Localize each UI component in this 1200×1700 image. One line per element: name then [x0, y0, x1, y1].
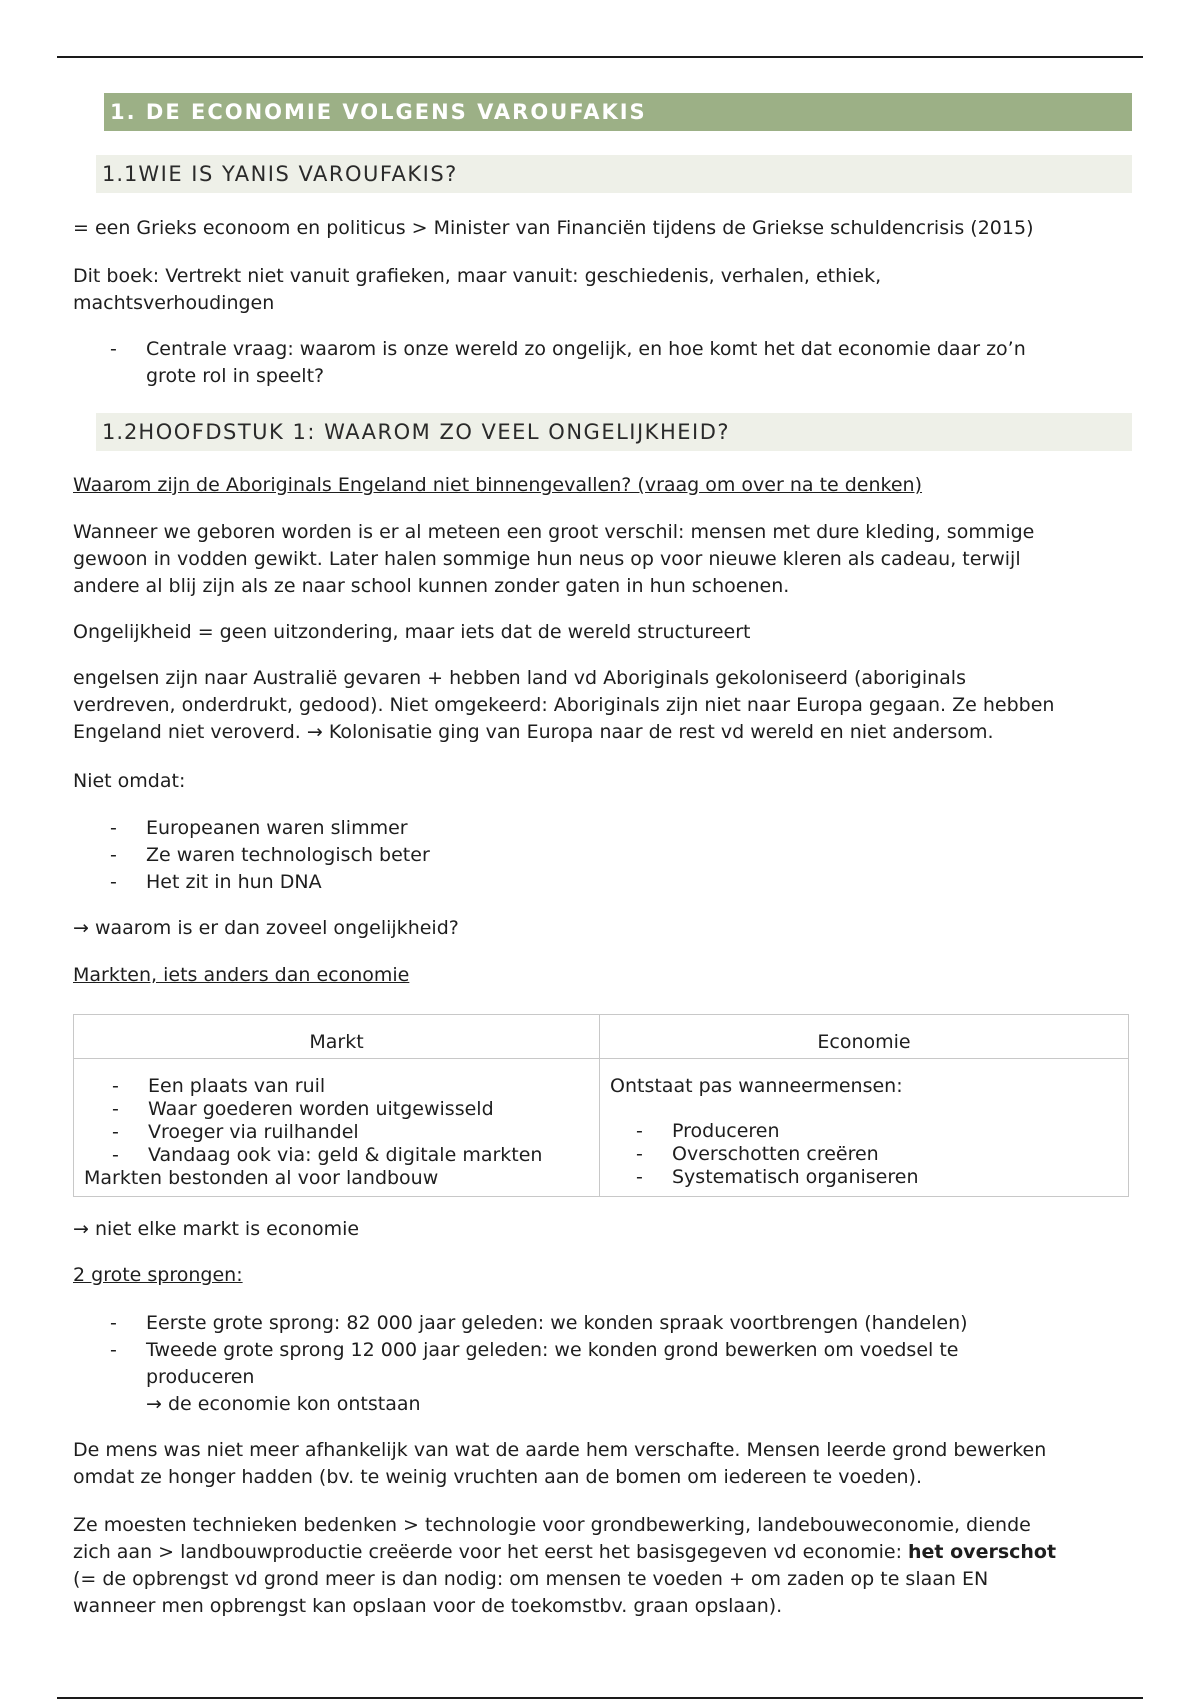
question-line: grote rol in speelt? [146, 365, 325, 387]
paragraph-surplus [73, 1512, 1133, 1620]
header-rule [57, 56, 1143, 58]
section-heading-1-2 [96, 413, 1132, 451]
markt-list [74, 1075, 599, 1167]
list-item: - Een plaats van ruil [74, 1075, 599, 1098]
subheading-aboriginals: Waarom zijn de Aboriginals Engeland niet binnengevallen? (vraag om over na te denken) [73, 474, 923, 496]
economie-list [600, 1120, 1128, 1189]
text-line: Ze moesten technieken bedenken > technologie voor grondbewerking, landebouweconomie, diende [73, 1514, 1031, 1536]
text-line: Wanneer we geboren worden is er al meteen een groot verschil: mensen met dure kleding, sommige [73, 521, 1035, 543]
economie-cell [600, 1059, 1129, 1197]
question-line: Centrale vraag: waarom is onze wereld zo ongelijk, en hoe komt het dat economie daar zo’n [146, 338, 1026, 360]
list-item: - Het zit in hun DNA [110, 869, 1120, 896]
section-title: HOOFDSTUK 1: WAAROM ZO VEEL ONGELIJKHEID? [138, 420, 731, 444]
why-inequality-line: → waarom is er dan zoveel ongelijkheid? [73, 917, 459, 939]
list-item: - Vandaag ook via: geld & digitale markten [74, 1144, 599, 1167]
paragraph-inequality: Ongelijkheid = geen uitzondering, maar iets dat de wereld structureert [73, 621, 751, 643]
text-line: produceren [146, 1366, 255, 1388]
text-line: verdreven, onderdrukt, gedood). Niet omgekeerd: Aboriginals zijn niet naar Europa gegaan. Ze hebben [73, 694, 1055, 716]
text-line: gewoon in vodden gewikt. Later halen sommige hun neus op voor nieuwe kleren als cadeau, terwijl [73, 548, 1021, 570]
column-header-economie: Economie [600, 1015, 1129, 1059]
text-line: wanneer men opbrengst kan opslaan voor de toekomstbv. graan opslaan). [73, 1595, 783, 1617]
not-because-label: Niet omdat: [73, 770, 186, 792]
text-line: Engeland niet veroverd. → Kolonisatie ging van Europa naar de rest vd wereld en niet andersom. [73, 721, 994, 743]
not-every-market-line: → niet elke markt is economie [73, 1218, 360, 1240]
markt-cell [74, 1059, 600, 1197]
paragraph-dependence [73, 1437, 1133, 1491]
list-item: - Systematisch organiseren [600, 1166, 1128, 1189]
markt-note: Markten bestonden al voor landbouw [84, 1167, 439, 1189]
list-item: - Europeanen waren slimmer [110, 815, 1120, 842]
markt-economie-table [73, 1014, 1129, 1197]
section-number: 1.1 [102, 162, 139, 186]
text-line: Tweede grote sprong 12 000 jaar geleden: we konden grond bewerken om voedsel te [146, 1339, 959, 1361]
text-line: andere al blij zijn als ze naar school kunnen zonder gaten in hun schoenen. [73, 575, 790, 597]
paragraph-birth [73, 519, 1133, 600]
leaps-list [110, 1310, 1120, 1418]
text-line: → de economie kon ontstaan [146, 1393, 421, 1415]
paragraph-colonisation [73, 665, 1133, 746]
list-item [110, 1337, 1120, 1418]
list-item: - Eerste grote sprong: 82 000 jaar geleden: we konden spraak voortbrengen (handelen) [110, 1310, 1120, 1337]
chapter-heading: 1. DE ECONOMIE VOLGENS VAROUFAKIS [104, 93, 1132, 131]
text-line: omdat ze honger hadden (bv. te weinig vruchten aan de bomen om iedereen te voeden). [73, 1466, 922, 1488]
text-line: zich aan > landbouwproductie creëerde voor het eerst het basisgegeven vd economie: [73, 1541, 909, 1563]
definition-line: = een Grieks econoom en politicus > Minister van Financiën tijdens de Griekse schuldencrisis (2015) [73, 217, 1034, 239]
leaps-heading: 2 grote sprongen: [73, 1264, 243, 1286]
list-item: - Produceren [600, 1120, 1128, 1143]
central-question-list [110, 336, 1120, 390]
section-number: 1.2 [102, 420, 139, 444]
economie-intro: Ontstaat pas wanneermensen: [610, 1075, 903, 1097]
markets-heading: Markten, iets anders dan economie [73, 964, 410, 986]
list-item: - Vroeger via ruilhandel [74, 1121, 599, 1144]
list-item [110, 336, 1120, 390]
text-line: (= de opbrengst vd grond meer is dan nodig: om mensen te voeden + om zaden op te slaan EN [73, 1568, 989, 1590]
table-row [74, 1059, 1129, 1197]
book-line: machtsverhoudingen [73, 292, 275, 314]
section-title: WIE IS YANIS VAROUFAKIS? [138, 162, 458, 186]
list-item: - Waar goederen worden uitgewisseld [74, 1098, 599, 1121]
book-paragraph [73, 263, 1133, 317]
list-item: - Ze waren technologisch beter [110, 842, 1120, 869]
section-heading-1-1 [96, 155, 1132, 193]
text-line: engelsen zijn naar Australië gevaren + hebben land vd Aboriginals gekoloniseerd (aboriginals [73, 667, 966, 689]
surplus-term: het overschot [908, 1541, 1057, 1563]
text-line: De mens was niet meer afhankelijk van wat de aarde hem verschafte. Mensen leerde grond bewerken [73, 1439, 1047, 1461]
reasons-list [110, 815, 1120, 896]
table-header-row [74, 1015, 1129, 1059]
list-item: - Overschotten creëren [600, 1143, 1128, 1166]
column-header-markt: Markt [74, 1015, 600, 1059]
footer-rule [57, 1697, 1143, 1699]
book-line: Dit boek: Vertrekt niet vanuit grafieken, maar vanuit: geschiedenis, verhalen, ethiek, [73, 265, 882, 287]
